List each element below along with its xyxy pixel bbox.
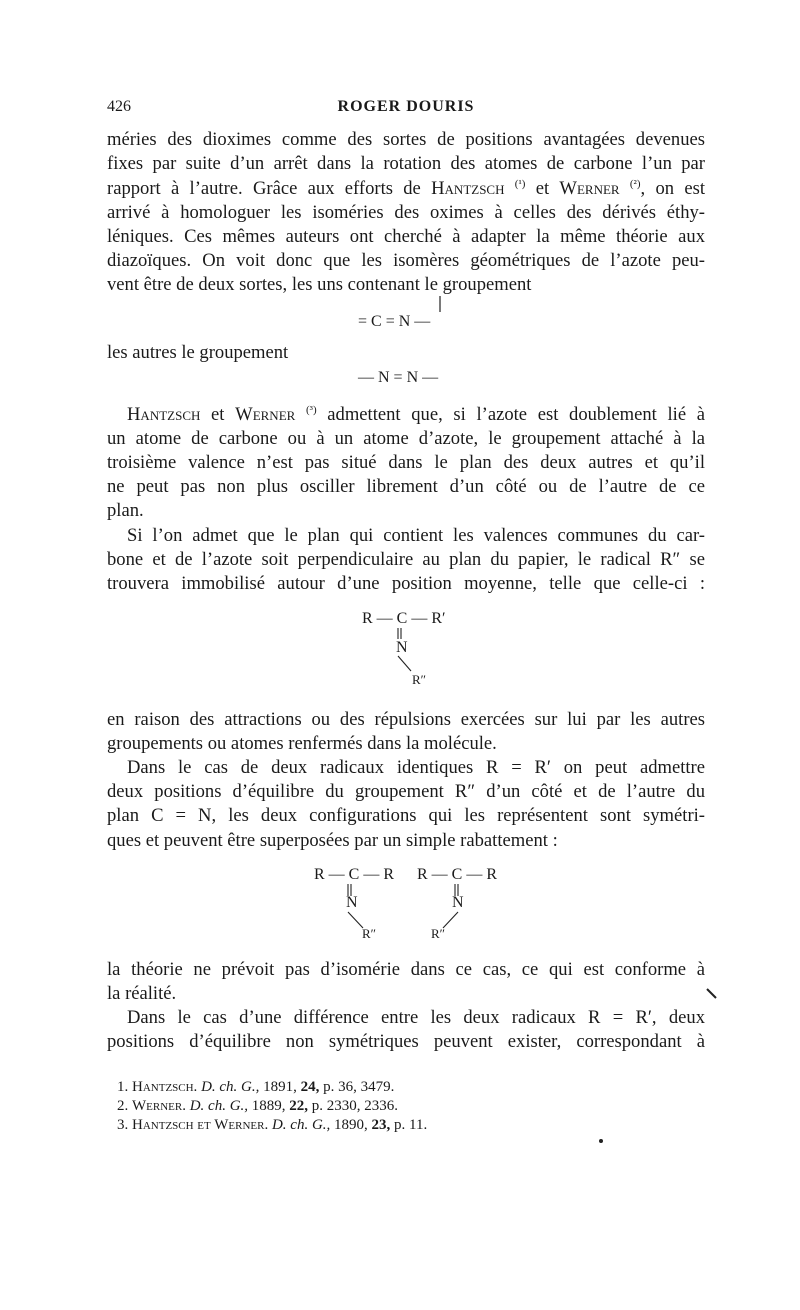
formula-n-n-group: — N = N —: [358, 369, 439, 386]
footnote-pages: p. 11.: [394, 1117, 428, 1133]
running-title: ROGER DOURIS: [337, 98, 475, 115]
footnote-2: [117, 1097, 398, 1115]
bond-stroke: [435, 296, 445, 316]
footnote-author: Werner.: [132, 1098, 186, 1114]
text-line: plan.: [107, 500, 144, 521]
footnote-number: 2.: [117, 1098, 129, 1114]
footnote-ref: (²): [629, 177, 641, 190]
structure-1-radical: R″: [412, 672, 427, 687]
text-line: la réalité.: [107, 983, 177, 1004]
structure-2-radical: R″: [362, 926, 377, 941]
text-line: ne peut pas non plus osciller librement d’un côté ou de l’autre de ce: [107, 476, 705, 497]
structure-2-nitrogen: N: [346, 894, 358, 911]
text-line: diazoïques. On voit donc que les isomères géométriques de l’azote peu-: [107, 250, 705, 271]
text-line: méries des dioximes comme des sortes de positions avantagées devenues: [107, 129, 705, 150]
author-name: Hantzsch: [127, 404, 201, 425]
text-fragment: admettent que, si l’azote est doublement lié à: [316, 404, 705, 425]
text-line: en raison des attractions ou des répulsions exercées sur lui par les autres: [107, 709, 705, 730]
author-name: Hantzsch: [431, 178, 505, 199]
footnote-journal: D. ch. G.,: [271, 1117, 331, 1133]
text-line: [107, 177, 705, 201]
text-line: deux positions d’équilibre du groupement R″ d’un côté et de l’autre du: [107, 781, 705, 802]
structure-3-nitrogen: N: [452, 894, 464, 911]
footnote-3: [117, 1116, 427, 1134]
footnote-number: 1.: [117, 1079, 129, 1095]
footnote-volume: 22,: [289, 1098, 309, 1114]
text-line: bone et de l’azote soit perpendiculaire au plan du papier, le radical R″ se: [107, 549, 705, 570]
text-line: ques et peuvent être superposées par un simple rabattement :: [107, 830, 558, 851]
text-line: la théorie ne prévoit pas d’isomérie dans ce cas, ce qui est conforme à: [107, 959, 705, 980]
text-line: Dans le cas d’une différence entre les deux radicaux R = R′, deux: [127, 1007, 705, 1028]
text-fragment: , on est: [640, 178, 705, 199]
text-line: [107, 403, 705, 427]
footnote-journal: D. ch. G.,: [189, 1098, 249, 1114]
footnote-pages: p. 2330, 2336.: [311, 1098, 399, 1114]
text-line: troisième valence n’est pas situé dans le plan des deux autres et qu’il: [107, 452, 705, 473]
footnote-ref: (¹): [514, 177, 526, 190]
structure-3-top: R — C — R: [417, 866, 498, 883]
footnote-journal: D. ch. G.,: [201, 1079, 260, 1095]
footnote-year: 1890,: [334, 1117, 368, 1133]
text-line: Dans le cas de deux radicaux identiques R = R′ on peut admettre: [127, 757, 705, 778]
structure-2-top: R — C — R: [314, 866, 395, 883]
text-line: un atome de carbone ou à un atome d’azote, le groupement attaché à la: [107, 428, 705, 449]
formula-c-n-group: = C = N —: [358, 313, 431, 330]
author-name: Werner: [235, 404, 296, 425]
text-line: les autres le groupement: [107, 342, 289, 363]
text-line: arrivé à homologuer les isoméries des oximes à celles des dérivés éthy-: [107, 202, 705, 223]
ink-dot: [598, 1138, 604, 1144]
footnote-author: Hantzsch et Werner.: [132, 1117, 269, 1133]
text-line: fixes par suite d’un arrêt dans la rotation des atomes de carbone l’un par: [107, 153, 705, 174]
text-fragment: et: [200, 404, 236, 425]
footnote-author: Hantzsch.: [132, 1079, 198, 1095]
footnote-volume: 23,: [371, 1117, 391, 1133]
text-line: Si l’on admet que le plan qui contient les valences communes du car-: [127, 525, 705, 546]
footnote-volume: 24,: [300, 1079, 320, 1095]
ink-mark: [706, 988, 718, 1000]
footnote-pages: p. 36, 3479.: [323, 1079, 395, 1095]
structure-1-nitrogen: N: [396, 639, 408, 656]
structure-1-top: R — C — R′: [362, 610, 446, 627]
structure-3-radical: R″: [431, 926, 446, 941]
text-fragment: et: [525, 178, 560, 199]
text-fragment: rapport à l’autre. Grâce aux efforts de: [107, 178, 432, 199]
footnote-ref: (³): [305, 403, 317, 416]
page-number: 426: [107, 98, 131, 115]
text-line: léniques. Ces mêmes auteurs ont cherché à adapter la même théorie aux: [107, 226, 705, 247]
footnote-year: 1889,: [251, 1098, 286, 1114]
text-line: plan C = N, les deux configurations qui les représentent sont symétri-: [107, 805, 705, 826]
text-line: groupements ou atomes renfermés dans la molécule.: [107, 733, 497, 754]
footnote-number: 3.: [117, 1117, 129, 1133]
text-line: vent être de deux sortes, les uns contenant le groupement: [107, 274, 532, 295]
running-head: [107, 98, 705, 122]
text-line: trouvera immobilisé autour d’une position moyenne, telle que celle-ci :: [107, 573, 705, 594]
footnote-1: [117, 1078, 394, 1096]
text-line: positions d’équilibre non symétriques peuvent exister, correspondant à: [107, 1031, 705, 1052]
footnote-year: 1891,: [263, 1079, 297, 1095]
author-name: Werner: [559, 178, 620, 199]
